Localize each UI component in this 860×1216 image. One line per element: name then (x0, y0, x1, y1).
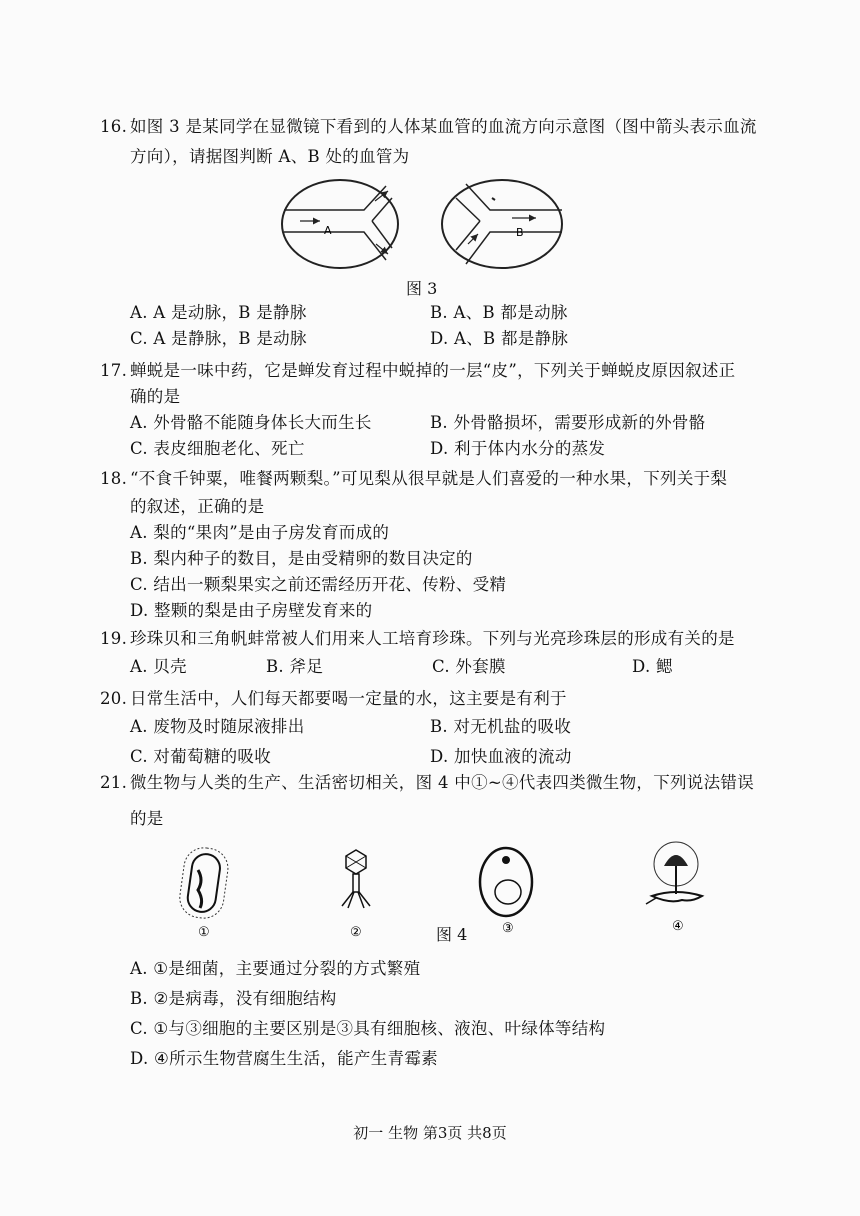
q20-option-d[interactable]: D. 加快血液的流动 (430, 747, 572, 766)
q21-option-d[interactable]: D. ④所示生物营腐生生活，能产生青霉素 (130, 1049, 438, 1068)
q21-number: 21. (100, 773, 128, 792)
q21-stem-text1: 微生物与人类的生产、生活密切相关，图 4 中①~④代表四类微生物，下列说法错误 (130, 773, 755, 792)
q21-option-c[interactable]: C. ①与③细胞的主要区别是③具有细胞核、液泡、叶绿体等结构 (130, 1019, 606, 1038)
q17-stem-line1 (100, 360, 735, 382)
q18-option-d[interactable]: D. 整颗的梨是由子房壁发育来的 (130, 601, 373, 620)
q19-number: 19. (100, 629, 128, 648)
q18-option-b[interactable]: B. 梨内种子的数目，是由受精卵的数目决定的 (130, 549, 473, 568)
figure-3 (280, 176, 570, 276)
figure-4-caption: 图 4 (436, 925, 468, 944)
q18-option-a[interactable]: A. 梨的“果肉”是由子房发育而成的 (130, 523, 390, 542)
q16-option-d[interactable]: D. A、B 都是静脉 (430, 329, 569, 348)
q19-option-c[interactable]: C. 外套膜 (432, 657, 506, 676)
page-footer: 初一 生物 第3页 共8页 (353, 1124, 507, 1142)
figure-3-caption: 图 3 (406, 279, 438, 298)
mold-drawing (646, 842, 702, 904)
q18-number: 18. (100, 469, 128, 488)
field-b-ellipse (442, 180, 562, 268)
q18-stem-line2: 的叙述，正确的是 (130, 497, 265, 516)
q16-number: 16. (100, 117, 128, 136)
q17-option-c[interactable]: C. 表皮细胞老化、死亡 (130, 439, 305, 458)
q18-stem-line1 (100, 468, 727, 490)
q20-option-b[interactable]: B. 对无机盐的吸收 (430, 717, 572, 736)
q18-stem-text1: “不食千钟粟，唯餐两颗梨。”可见梨从很早就是人们喜爱的一种水果，下列关于梨 (130, 469, 728, 488)
label-a: A (324, 224, 332, 237)
figure-4-label-4: ④ (672, 919, 684, 934)
q17-option-a[interactable]: A. 外骨骼不能随身体长大而生长 (130, 413, 372, 432)
field-a-ellipse (282, 180, 398, 268)
q21-stem-line1 (100, 772, 754, 794)
blood-vessel-diagram (280, 176, 570, 272)
virus-drawing (342, 850, 370, 908)
q19-stem-text1: 珍珠贝和三角帆蚌常被人们用来人工培育珍珠。下列与光亮珍珠层的形成有关的是 (130, 629, 735, 648)
q20-option-c[interactable]: C. 对葡萄糖的吸收 (130, 747, 272, 766)
q20-number: 20. (100, 689, 128, 708)
q17-stem-line2: 确的是 (130, 387, 181, 406)
q16-option-b[interactable]: B. A、B 都是动脉 (430, 303, 568, 322)
bacterium-drawing (177, 845, 230, 920)
q21-option-b[interactable]: B. ②是病毒，没有细胞结构 (130, 989, 337, 1008)
figure-4-label-3: ③ (502, 921, 514, 936)
q18-option-c[interactable]: C. 结出一颗梨果实之前还需经历开花、传粉、受精 (130, 575, 507, 594)
q19-option-a[interactable]: A. 贝壳 (130, 657, 187, 676)
q19-option-d[interactable]: D. 鳃 (632, 657, 673, 676)
q17-number: 17. (100, 361, 128, 380)
q17-option-b[interactable]: B. 外骨骼损坏，需要形成新的外骨骼 (430, 413, 706, 432)
figure-4-label-2: ② (350, 925, 362, 940)
q20-option-a[interactable]: A. 废物及时随尿液排出 (130, 717, 305, 736)
q21-option-a[interactable]: A. ①是细菌，主要通过分裂的方式繁殖 (130, 959, 421, 978)
q16-stem-line2: 方向），请据图判断 A、B 处的血管为 (130, 147, 410, 166)
q17-stem-text1: 蝉蜕是一味中药，它是蝉发育过程中蜕掉的一层“皮”，下列关于蝉蜕皮原因叙述正 (130, 361, 736, 380)
q16-option-a[interactable]: A. A 是动脉，B 是静脉 (130, 303, 307, 322)
q19-stem-line1 (100, 628, 735, 650)
q21-stem-line2: 的是 (130, 809, 164, 828)
figure-4-label-1: ① (198, 925, 210, 940)
q17-option-d[interactable]: D. 利于体内水分的蒸发 (430, 439, 606, 458)
q20-stem-line1 (100, 688, 567, 710)
yeast-cell-drawing (480, 848, 532, 916)
label-b: B (516, 226, 524, 239)
q20-stem-text1: 日常生活中，人们每天都要喝一定量的水，这主要是有利于 (130, 689, 567, 708)
q16-option-c[interactable]: C. A 是静脉，B 是动脉 (130, 329, 307, 348)
q16-stem-text1: 如图 3 是某同学在显微镜下看到的人体某血管的血流方向示意图（图中箭头表示血流 (130, 117, 757, 136)
q16-stem-line1 (100, 116, 757, 138)
q19-option-b[interactable]: B. 斧足 (266, 657, 324, 676)
